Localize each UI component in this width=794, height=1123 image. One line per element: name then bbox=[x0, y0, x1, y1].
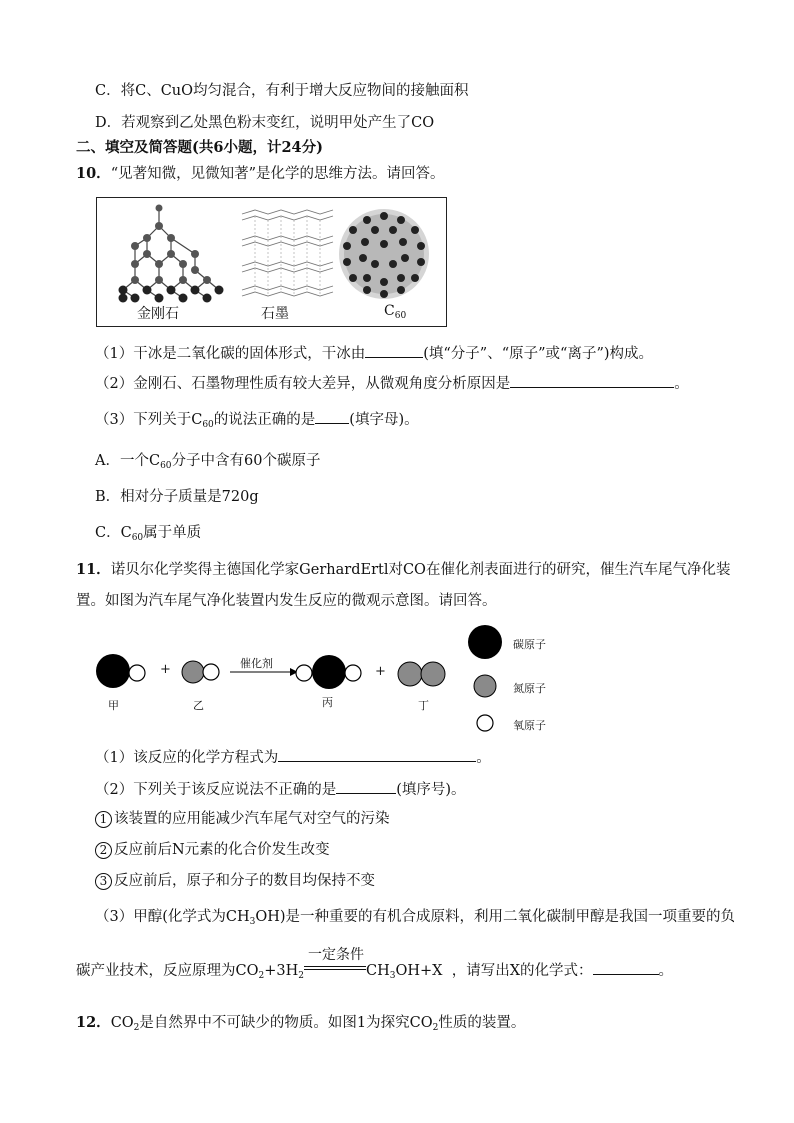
q11-sub1: （1）该反应的化学方程式为 。 bbox=[95, 747, 491, 767]
answer-blank[interactable] bbox=[510, 373, 674, 388]
answer-blank[interactable] bbox=[278, 747, 476, 762]
q10-option-b: B．相对分子质量是720g bbox=[95, 489, 259, 505]
question-number: 12． bbox=[76, 1014, 111, 1031]
q10-sub1: （1）干冰是二氧化碳的固体形式，干冰由 (填“分子”、“原子”或“离子”)构成。 bbox=[95, 343, 653, 363]
q9-option-d: D．若观察到乙处黑色粉末变红，说明甲处产生了CO bbox=[95, 115, 435, 131]
answer-blank[interactable] bbox=[593, 960, 659, 975]
answer-blank[interactable] bbox=[336, 779, 396, 794]
q11-option-1: 1 该装置的应用能减少汽车尾气对空气的污染 bbox=[95, 810, 390, 828]
answer-blank[interactable] bbox=[365, 343, 423, 358]
section-title: 二、填空及简答题(共6小题，计24分) bbox=[76, 139, 323, 156]
circled-number: 2 bbox=[95, 842, 112, 859]
reaction-diagram bbox=[90, 620, 610, 740]
q12-stem: 12．$CO_2$是自然界中不可缺少的物质。如图1为探究$CO_2$性质的装置。 bbox=[76, 1014, 526, 1033]
reaction-condition: 一定条件 bbox=[307, 947, 364, 963]
q10-option-a: A．一个$C_{60}$分子中含有60个碳原子 bbox=[95, 453, 321, 471]
c60-label: $C_{60}$ bbox=[384, 303, 407, 321]
question-number: 11． bbox=[76, 561, 111, 578]
molecule-label-bing: 丙 bbox=[322, 696, 333, 709]
q11-sub3-line1: （3）甲醇(化学式为$CH_3OH$)是一种重要的有机合成原料，利用二氧化碳制甲醇是我国一项重要的负 bbox=[95, 909, 736, 927]
carbon-allotropes-figure bbox=[96, 197, 447, 327]
graphite-label: 石墨 bbox=[261, 306, 289, 322]
molecule-label-jia: 甲 bbox=[108, 699, 119, 712]
catalyst-label: 催化剂 bbox=[240, 657, 273, 670]
diamond-label: 金刚石 bbox=[137, 306, 179, 322]
q11-stem-line1: 11．诺贝尔化学奖得主德国化学家GerhardErtl对CO在催化剂表面进行的研究，催生汽车尾气净化装 bbox=[76, 561, 731, 578]
q10-stem-text: “见著知微，见微知著”是化学的思维方法。请回答。 bbox=[110, 166, 445, 182]
legend-oxygen: 氧原子 bbox=[513, 719, 546, 732]
reaction-condition-arrow bbox=[304, 947, 366, 975]
legend-carbon: 碳原子 bbox=[513, 638, 546, 651]
q10-sub3: （3）下列关于$C_{60}$的说法正确的是 (填字母)。 bbox=[95, 409, 419, 434]
question-number: 10． bbox=[76, 165, 111, 182]
q10-sub2: （2）金刚石、石墨物理性质有较大差异，从微观角度分析原因是 。 bbox=[95, 373, 689, 393]
q10-option-c: C．$C_{60}$属于单质 bbox=[95, 525, 202, 543]
q11-option-2: 2 反应前后N元素的化合价发生改变 bbox=[95, 841, 330, 859]
q9-option-c: C．将C、CuO均匀混合，有利于增大反应物间的接触面积 bbox=[95, 83, 469, 99]
q10-stem bbox=[76, 165, 445, 183]
q11-sub3-line2: 碳产业技术，反应原理为$CO_2+3H_2$ 一定条件 $CH_3OH+X$ ，请写出X的化学式： 。 bbox=[76, 947, 674, 981]
circled-number: 1 bbox=[95, 811, 112, 828]
answer-blank[interactable] bbox=[315, 409, 349, 424]
plus-sign: + bbox=[375, 664, 386, 679]
q11-stem-line2: 置。如图为汽车尾气净化装置内发生反应的微观示意图。请回答。 bbox=[76, 593, 497, 609]
circled-number: 3 bbox=[95, 873, 112, 890]
molecule-label-ding: 丁 bbox=[418, 699, 429, 712]
q11-option-3: 3 反应前后，原子和分子的数目均保持不变 bbox=[95, 872, 375, 890]
legend-nitrogen: 氮原子 bbox=[513, 682, 546, 695]
molecule-label-yi: 乙 bbox=[193, 699, 204, 712]
q11-sub2: （2）下列关于该反应说法不正确的是 (填序号)。 bbox=[95, 779, 466, 799]
plus-sign: + bbox=[160, 662, 171, 677]
